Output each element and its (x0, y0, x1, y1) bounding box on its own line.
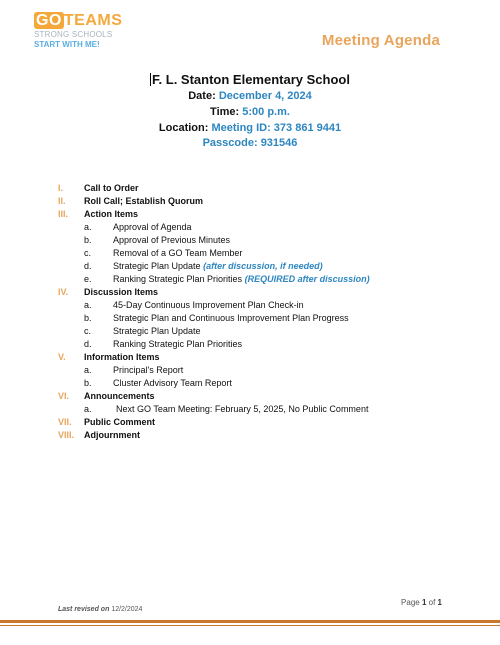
location-label: Location: (158, 122, 209, 134)
location-value: Meeting ID: 373 861 9441 (211, 122, 342, 134)
subitem-letter: c. (84, 326, 92, 336)
agenda-subitem (0, 260, 500, 273)
page-number (401, 598, 442, 607)
item-title: Roll Call; Establish Quorum (84, 196, 204, 206)
agenda-subitem (0, 364, 500, 377)
item-title: Information Items (84, 352, 160, 362)
subitem-letter: b. (84, 313, 92, 323)
agenda-item (0, 182, 500, 195)
subitem-letter: b. (84, 235, 92, 245)
subitem-letter: a. (84, 365, 92, 375)
agenda-subitem (0, 403, 500, 416)
subitem-letter: c. (84, 248, 92, 258)
agenda-list (0, 182, 500, 442)
subitem-letter: a. (84, 404, 92, 414)
agenda-subitem (0, 234, 500, 247)
subitem-text: Strategic Plan Update (113, 326, 201, 336)
item-number: VI. (58, 391, 70, 401)
item-title: Public Comment (84, 417, 156, 427)
subitem-text: Approval of Agenda (113, 222, 192, 232)
agenda-item (0, 351, 500, 364)
revised-label: Last revised on (58, 606, 110, 613)
agenda-subitem (0, 377, 500, 390)
agenda-item (0, 195, 500, 208)
subitem-text: Strategic Plan and Continuous Improvement Plan Progress (113, 313, 349, 323)
item-number: II. (58, 196, 66, 206)
subitem-text: Principal's Report (113, 365, 184, 375)
agenda-item (0, 208, 500, 221)
subitem-letter: d. (84, 261, 92, 271)
agenda-subitem (0, 273, 500, 286)
passcode-value: 931546 (260, 137, 298, 149)
subitem-text: 45-Day Continuous Improvement Plan Check-in (113, 300, 304, 310)
agenda-subitem (0, 299, 500, 312)
subitem-text-with-note (113, 260, 323, 273)
school-name (0, 72, 500, 87)
page-total: 1 (437, 598, 442, 607)
page-of: of (428, 598, 436, 607)
doc-title: Meeting Agenda (321, 32, 440, 49)
page-word: Page (401, 598, 420, 607)
subitem-note: (after discussion, if needed) (203, 261, 323, 271)
item-number: VII. (58, 417, 72, 427)
item-title: Action Items (84, 209, 139, 219)
logo-teams: TEAMS (63, 12, 123, 29)
subitem-letter: b. (84, 378, 92, 388)
subitem-text-with-note (113, 273, 370, 286)
item-title: Call to Order (84, 183, 139, 193)
logo-tagline-1: STRONG SCHOOLS (34, 30, 113, 39)
text-cursor (150, 73, 151, 86)
item-number: III. (58, 209, 69, 219)
footer-rule-thin (0, 625, 500, 626)
subitem-note: (REQUIRED after discussion) (244, 274, 370, 284)
item-title: Discussion Items (84, 287, 159, 297)
subitem-text: Next GO Team Meeting: February 5, 2025, No Public Comment (116, 404, 369, 414)
item-number: IV. (58, 287, 69, 297)
subitem-text: Approval of Previous Minutes (113, 235, 231, 245)
time-value: 5:00 p.m. (242, 106, 290, 118)
agenda-subitem (0, 221, 500, 234)
time-label: Time: (210, 106, 240, 118)
school-name-text: F. L. Stanton Elementary School (152, 72, 350, 87)
agenda-subitem (0, 312, 500, 325)
date-label: Date: (188, 90, 216, 102)
subitem-text: Ranking Strategic Plan Priorities (113, 339, 243, 349)
subitem-letter: a. (84, 300, 92, 310)
subitem-letter: d. (84, 339, 92, 349)
logo-tagline-2: START WITH ME! (34, 40, 100, 49)
last-revised (58, 606, 142, 613)
footer-rule-thick (0, 620, 500, 623)
subitem-letter: a. (84, 222, 92, 232)
go-teams-logo (34, 12, 134, 50)
item-title: Announcements (84, 391, 155, 401)
passcode-label: Passcode: (202, 137, 258, 149)
page-current: 1 (421, 598, 427, 607)
subitem-letter: e. (84, 274, 92, 284)
revised-date: 12/2/2024 (111, 606, 143, 613)
meeting-passcode (0, 137, 500, 149)
meeting-location (0, 122, 500, 134)
date-value: December 4, 2024 (218, 90, 312, 102)
agenda-item (0, 286, 500, 299)
agenda-subitem (0, 338, 500, 351)
subitem-text: Ranking Strategic Plan Priorities (113, 274, 243, 284)
item-number: V. (58, 352, 66, 362)
item-title: Adjournment (84, 430, 140, 440)
agenda-item (0, 429, 500, 442)
subitem-text: Strategic Plan Update (113, 261, 201, 271)
subitem-text: Cluster Advisory Team Report (113, 378, 232, 388)
subitem-text: Removal of a GO Team Member (113, 248, 243, 258)
item-number: VIII. (58, 430, 75, 440)
agenda-subitem (0, 247, 500, 260)
meeting-time (0, 106, 500, 118)
meeting-date (0, 90, 500, 102)
logo-go: GO (36, 12, 62, 29)
agenda-item (0, 390, 500, 403)
agenda-item (0, 416, 500, 429)
logo-wordmark (34, 12, 134, 30)
agenda-subitem (0, 325, 500, 338)
item-number: I. (58, 183, 64, 193)
